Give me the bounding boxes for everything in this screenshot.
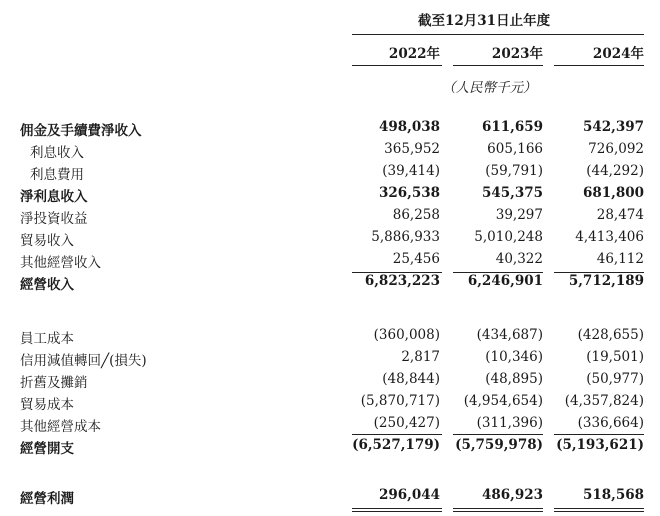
row-label: 員工成本	[20, 331, 74, 347]
row-label: 利息費用	[30, 167, 84, 183]
row-label: 淨投資收益	[20, 211, 88, 227]
value-cell-2023: (5,759,978)	[455, 437, 543, 453]
value-cell-2023: 40,322	[495, 251, 543, 267]
value-cell-2023: (48,895)	[485, 371, 543, 387]
year-header-2022: 2022年	[388, 46, 440, 62]
value-cell-2024: 681,800	[582, 185, 644, 201]
row-label: 其他經營成本	[20, 419, 101, 435]
subtotal-line-operating-expenses	[352, 434, 442, 435]
value-cell-2022: 86,258	[392, 207, 440, 223]
year-underline-2023	[453, 65, 543, 66]
value-cell-2022: (48,844)	[382, 371, 440, 387]
value-cell-2024: (44,292)	[586, 163, 644, 179]
value-cell-2022: (6,527,179)	[352, 437, 440, 453]
subtotal-line-operating-expenses	[554, 434, 644, 435]
row-label: 貿易收入	[20, 233, 74, 249]
value-cell-2022: (250,427)	[373, 415, 440, 431]
year-header-2023: 2023年	[491, 46, 543, 62]
row-label: 貿易成本	[20, 397, 74, 413]
value-cell-2023: 605,166	[487, 141, 543, 157]
row-label: 經營開支	[20, 441, 74, 457]
unit-label: （人民幣千元）	[442, 80, 537, 96]
value-cell-2024: 5,712,189	[568, 273, 644, 289]
value-cell-2024: (19,501)	[586, 349, 644, 365]
value-cell-2023: 486,923	[481, 487, 543, 503]
year-underline-2022	[352, 65, 442, 66]
value-cell-2024: 28,474	[596, 207, 644, 223]
value-cell-2024: 518,568	[582, 487, 644, 503]
year-underline-2024	[554, 65, 644, 66]
value-cell-2023: 39,297	[495, 207, 543, 223]
row-label: 利息收入	[30, 145, 84, 161]
row-label: 經營利潤	[20, 491, 74, 507]
row-label: 經營收入	[20, 277, 74, 293]
total-double-line	[352, 508, 442, 512]
period-heading: 截至12月31日止年度	[418, 13, 551, 29]
value-cell-2022: (5,870,717)	[360, 393, 440, 409]
value-cell-2023: (311,396)	[476, 415, 543, 431]
value-cell-2024: (4,357,824)	[564, 393, 644, 409]
total-double-line	[554, 508, 644, 512]
row-label: 佣金及手續費淨收入	[20, 123, 142, 139]
value-cell-2023: (10,346)	[485, 349, 543, 365]
value-cell-2024: 46,112	[596, 251, 644, 267]
value-cell-2024: 726,092	[588, 141, 644, 157]
value-cell-2024: (336,664)	[577, 415, 644, 431]
value-cell-2024: (428,655)	[577, 327, 644, 343]
row-label: 淨利息收入	[20, 189, 88, 205]
value-cell-2024: 542,397	[582, 119, 644, 135]
value-cell-2024: (5,193,621)	[556, 437, 644, 453]
subtotal-line-operating-expenses	[453, 434, 543, 435]
value-cell-2022: 498,038	[378, 119, 440, 135]
value-cell-2023: (434,687)	[476, 327, 543, 343]
value-cell-2022: 25,456	[392, 251, 440, 267]
value-cell-2023: 545,375	[481, 185, 543, 201]
total-double-line	[453, 508, 543, 512]
value-cell-2022: 365,952	[384, 141, 440, 157]
value-cell-2022: 5,886,933	[371, 229, 440, 245]
subtotal-line-operating-income	[453, 272, 543, 273]
value-cell-2022: (39,414)	[382, 163, 440, 179]
value-cell-2023: 6,246,901	[467, 273, 543, 289]
row-label: 信用減值轉回╱(損失)	[20, 353, 147, 369]
subtotal-line-operating-income	[352, 272, 442, 273]
year-header-2024: 2024年	[592, 46, 644, 62]
value-cell-2023: (59,791)	[485, 163, 543, 179]
value-cell-2024: (50,977)	[586, 371, 644, 387]
value-cell-2023: (4,954,654)	[463, 393, 543, 409]
subtotal-line-operating-income	[554, 272, 644, 273]
value-cell-2023: 5,010,248	[474, 229, 543, 245]
value-cell-2022: 296,044	[378, 487, 440, 503]
value-cell-2022: 326,538	[378, 185, 440, 201]
value-cell-2024: 4,413,406	[575, 229, 644, 245]
row-label: 其他經營收入	[20, 255, 101, 271]
period-underline	[352, 34, 644, 35]
value-cell-2022: 2,817	[401, 349, 440, 365]
value-cell-2022: 6,823,223	[364, 273, 440, 289]
row-label: 折舊及攤銷	[20, 375, 88, 391]
value-cell-2022: (360,008)	[373, 327, 440, 343]
value-cell-2023: 611,659	[481, 119, 543, 135]
